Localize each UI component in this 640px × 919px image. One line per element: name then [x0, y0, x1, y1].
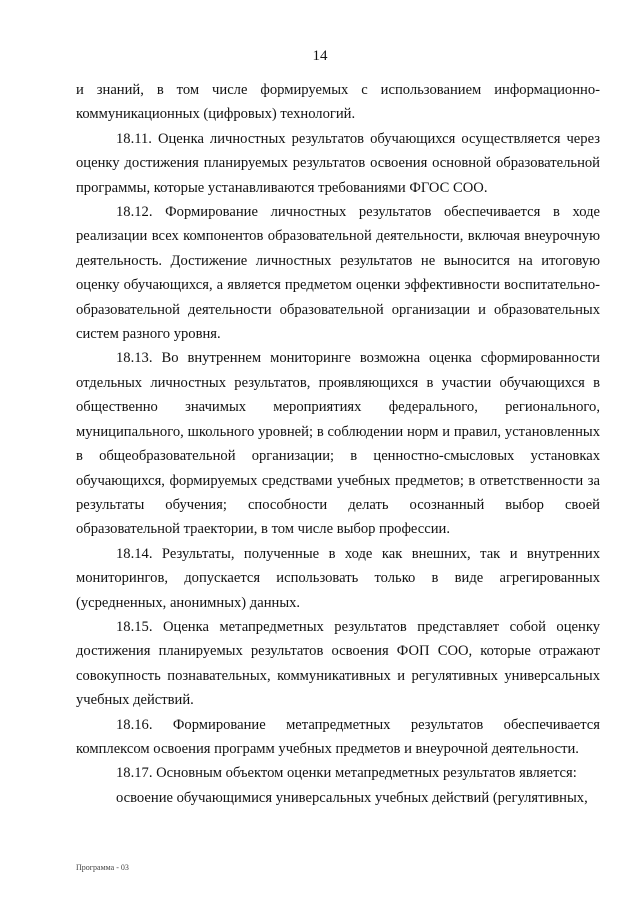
paragraph-18-13: 18.13. Во внутреннем мониторинге возможна оценка сформированности отдельных личностных результатов, проявляющихся в участии обучающихся в общественно значимых мероприятиях федерального, регионального, муниципального, школьного уровней; в соблюдении норм и правил, установленных в общеобразовательной организации; в ценностно-смысловых установках обучающихся, формируемых средствами учебных предметов; в ответственности за результаты обучения; способности делать осознанный выбор своей образовательной траектории, в том числе выбор профессии.	[76, 350, 600, 538]
paragraph-18-16: 18.16. Формирование метапредметных результатов обеспечивается комплексом освоения программ учебных предметов и внеурочной деятельности.	[76, 716, 600, 757]
paragraph-18-15: 18.15. Оценка метапредметных результатов представляет собой оценку достижения планируемых результатов освоения ФОП СОО, которые отражают совокупность познавательных, коммуникативных и регулятивных универсальных учебных действий.	[76, 618, 600, 709]
paragraph-18-17: 18.17. Основным объектом оценки метапредметных результатов является:	[116, 765, 577, 782]
paragraph-18-12: 18.12. Формирование личностных результатов обеспечивается в ходе реализации всех компонентов образовательной деятельности, включая внеурочную деятельность. Достижение личностных результатов не выносится на итоговую оценку обучающихся, а является предметом оценки эффективности воспитательно-образовательной деятельности образовательной организации и образовательных систем разного уровня.	[76, 204, 600, 343]
document-body	[76, 78, 600, 810]
paragraph-list-item: освоение обучающимися универсальных учебных действий (регулятивных,	[116, 789, 588, 806]
paragraph-18-14: 18.14. Результаты, полученные в ходе как внешних, так и внутренних мониторингов, допускается использовать только в виде агрегированных (усредненных, анонимных) данных.	[76, 545, 600, 611]
page-number: 14	[312, 48, 328, 64]
paragraph-continuation: и знаний, в том числе формируемых с использованием информационно-коммуникационных (цифровых) технологий.	[76, 82, 600, 123]
paragraph-18-11: 18.11. Оценка личностных результатов обучающихся осуществляется через оценку достижения планируемых результатов освоения основной образовательной программы, которые устанавливаются требованиями ФГОС СОО.	[76, 130, 600, 196]
footer-label: Программа - 03	[76, 863, 129, 872]
